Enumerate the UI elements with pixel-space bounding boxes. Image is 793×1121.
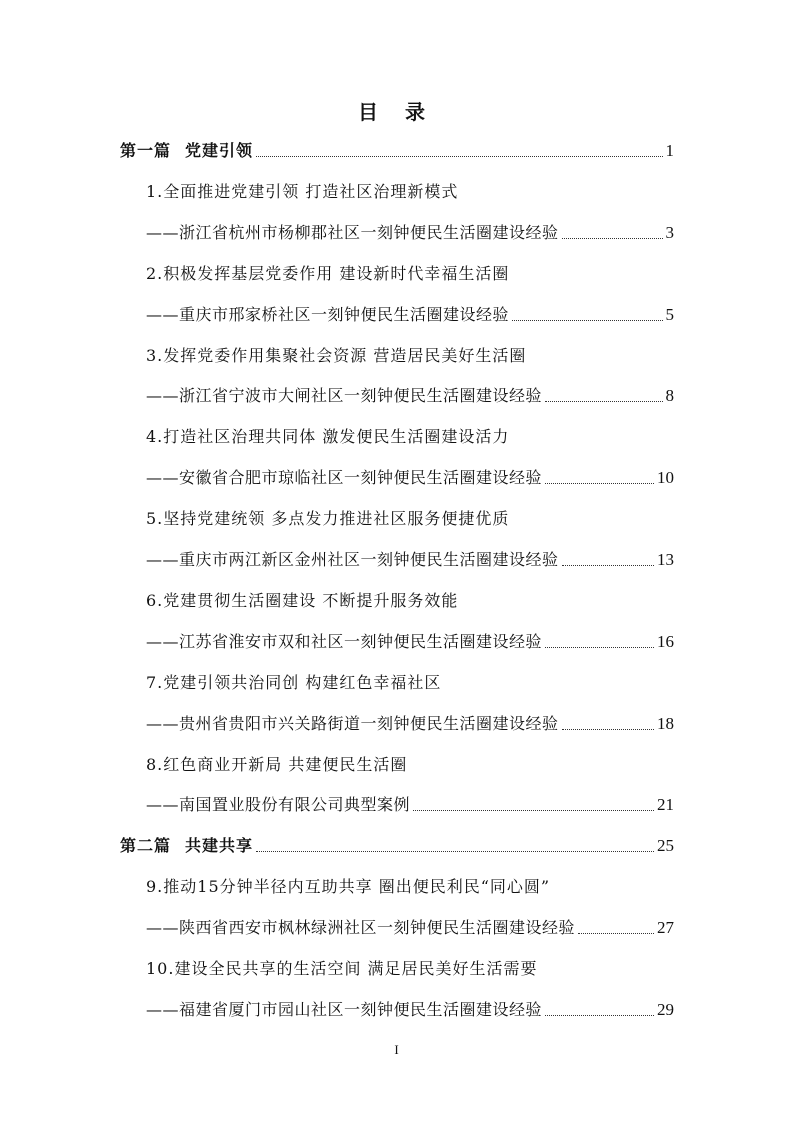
dot-leader <box>545 646 654 648</box>
toc-article-source <box>146 917 674 939</box>
toc-article-source <box>146 631 674 653</box>
entry-page-number: 10 <box>657 468 674 487</box>
entry-text: ——陕西省西安市枫林绿洲社区一刻钟便民生活圈建设经验 <box>146 918 576 937</box>
entry-text: 4.打造社区治理共同体 激发便民生活圈建设活力 <box>146 427 510 446</box>
entry-page-number: 3 <box>665 223 674 242</box>
dot-leader <box>413 809 654 811</box>
toc-article-title <box>146 672 441 694</box>
entry-page-number: 29 <box>657 1000 674 1019</box>
entry-text: 10.建设全民共享的生活空间 满足居民美好生活需要 <box>146 959 538 978</box>
entry-text: ——南国置业股份有限公司典型案例 <box>146 795 411 814</box>
part-heading <box>120 140 253 162</box>
toc-article-title <box>146 181 458 203</box>
toc-article-title <box>146 590 458 612</box>
entry-page-number: 25 <box>657 836 674 855</box>
entry-text: ——福建省厦门市园山社区一刻钟便民生活圈建设经验 <box>146 1000 543 1019</box>
toc-article-source <box>146 304 674 326</box>
entry-text: 9.推动15分钟半径内互助共享 圈出便民利民“同心圆” <box>146 877 551 896</box>
entry-text: ——江苏省淮安市双和社区一刻钟便民生活圈建设经验 <box>146 632 543 651</box>
toc-title: 目 录 <box>358 100 435 124</box>
dot-leader <box>562 564 654 566</box>
part-name: 共建共享 <box>185 836 254 855</box>
entry-text: ——安徽省合肥市琼临社区一刻钟便民生活圈建设经验 <box>146 468 543 487</box>
entry-text: 7.党建引领共治同创 构建红色幸福社区 <box>146 673 442 692</box>
part-label: 第二篇 <box>120 836 172 855</box>
toc-article-title <box>146 958 538 980</box>
entry-page-number: 27 <box>657 918 674 937</box>
toc-article-source <box>146 713 674 735</box>
dot-leader <box>578 932 654 934</box>
dot-leader <box>545 400 662 402</box>
entry-text: ——浙江省杭州市杨柳郡社区一刻钟便民生活圈建设经验 <box>146 223 559 242</box>
toc-article-source <box>146 222 674 244</box>
toc-article-title <box>146 345 526 367</box>
entry-text: 2.积极发挥基层党委作用 建设新时代幸福生活圈 <box>146 264 510 283</box>
entry-text: ——贵州省贵阳市兴关路街道一刻钟便民生活圈建设经验 <box>146 714 559 733</box>
entry-text: 6.党建贯彻生活圈建设 不断提升服务效能 <box>146 591 459 610</box>
part-label: 第一篇 <box>120 141 172 160</box>
entry-page-number: 1 <box>665 141 674 160</box>
dot-leader <box>562 728 654 730</box>
entry-page-number: 21 <box>657 795 674 814</box>
entry-page-number: 16 <box>657 632 674 651</box>
toc-article-source <box>146 385 674 407</box>
dot-leader <box>256 850 654 852</box>
part-name: 党建引领 <box>185 141 254 160</box>
toc-article-title <box>146 263 509 285</box>
toc-article-source <box>146 794 674 816</box>
toc-article-title <box>146 754 407 776</box>
entry-text: ——浙江省宁波市大闸社区一刻钟便民生活圈建设经验 <box>146 386 543 405</box>
page-number: I <box>394 1042 399 1057</box>
toc-article-source <box>146 467 674 489</box>
dot-leader <box>545 482 654 484</box>
entry-page-number: 18 <box>657 714 674 733</box>
entry-text: 8.红色商业开新局 共建便民生活圈 <box>146 755 408 774</box>
entry-text: ——重庆市邢家桥社区一刻钟便民生活圈建设经验 <box>146 305 510 324</box>
entry-text: 5.坚持党建统领 多点发力推进社区服务便捷优质 <box>146 509 510 528</box>
toc-article-title <box>146 876 550 898</box>
dot-leader <box>562 237 663 239</box>
part-heading <box>120 835 253 857</box>
dot-leader <box>512 319 662 321</box>
entry-page-number: 8 <box>665 386 674 405</box>
entry-text: 1.全面推进党建引领 打造社区治理新模式 <box>146 182 459 201</box>
toc-part-entry <box>120 140 674 162</box>
toc-article-title <box>146 426 509 448</box>
toc-article-source <box>146 999 674 1021</box>
entry-text: ——重庆市两江新区金州社区一刻钟便民生活圈建设经验 <box>146 550 559 569</box>
entry-page-number: 5 <box>665 305 674 324</box>
dot-leader <box>545 1014 654 1016</box>
entry-page-number: 13 <box>657 550 674 569</box>
dot-leader <box>256 155 662 157</box>
toc-article-title <box>146 508 509 530</box>
entry-text: 3.发挥党委作用集聚社会资源 营造居民美好生活圈 <box>146 346 527 365</box>
toc-article-source <box>146 549 674 571</box>
toc-part-entry <box>120 835 674 857</box>
